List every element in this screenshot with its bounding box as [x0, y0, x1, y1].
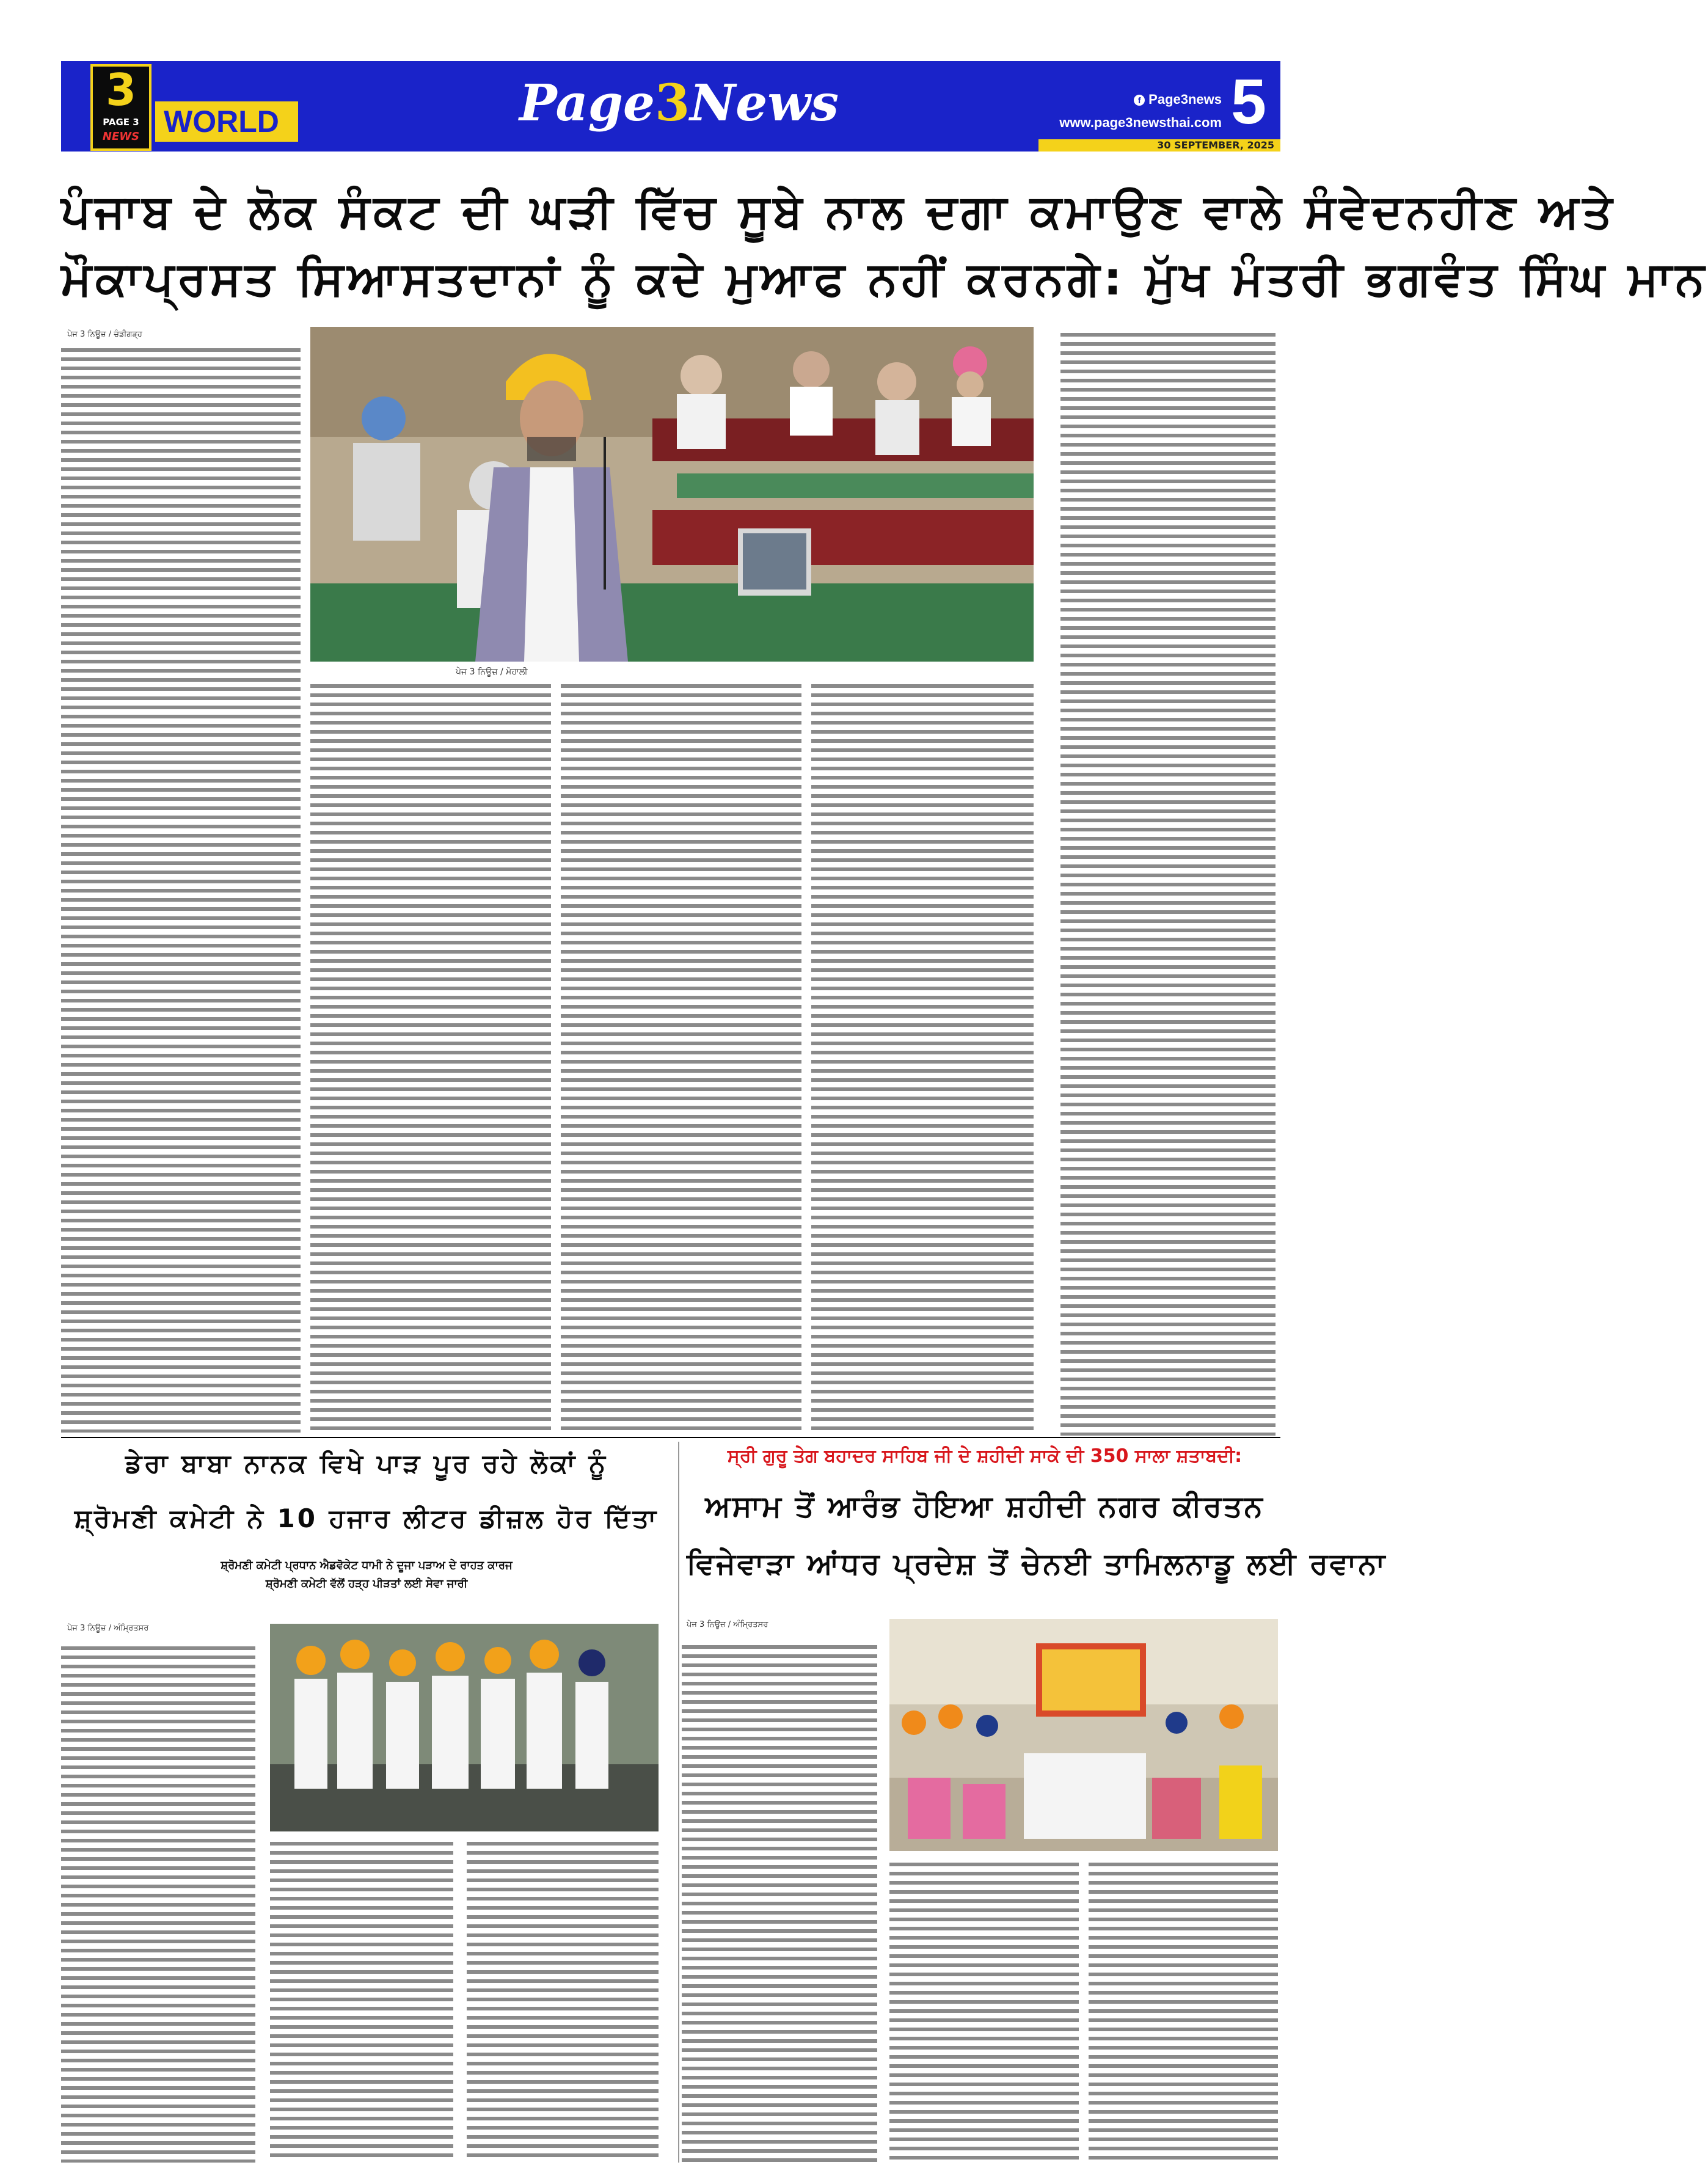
text-block-10 [889, 1860, 1079, 2163]
text-block-7 [270, 1839, 453, 2163]
logo-sub: PAGE 3 [103, 117, 139, 128]
left-story-headline-line2: ਸ਼੍ਰੋਮਣੀ ਕਮੇਟੀ ਨੇ 10 ਹਜਾਰ ਲੀਟਰ ਡੀਜ਼ਲ ਹੋਰ ਦਿੱਤਾ [74, 1503, 659, 1533]
left-story-column-1 [61, 1643, 255, 2163]
text-block-11 [1089, 1860, 1278, 2163]
text-block [61, 345, 301, 1433]
right-story-column-2 [889, 1860, 1079, 2163]
website-link[interactable]: www.page3newsthai.com [1059, 115, 1222, 130]
column-divider [678, 1442, 679, 2163]
logo-news: NEWS [102, 130, 140, 143]
right-story-photo [889, 1619, 1278, 1851]
right-story-headline-line1: ਅਸਾਮ ਤੋਂ ਆਰੰਭ ਹੋਇਆ ਸ਼ਹੀਦੀ ਨਗਰ ਕੀਰਤਨ [705, 1489, 1265, 1524]
right-story-dateline: ਪੇਜ 3 ਨਿਊਜ਼ / ਅੰਮ੍ਰਿਤਸਰ [687, 1620, 768, 1629]
social-handle[interactable] [1106, 92, 1222, 108]
page3-logo [90, 64, 151, 151]
issue-date: 30 SEPTEMBER, 2025 [1038, 139, 1280, 152]
text-block-5 [1060, 330, 1276, 1436]
lead-headline-line1: ਪੰਜਾਬ ਦੇ ਲੋਕ ਸੰਕਟ ਦੀ ਘੜੀ ਵਿੱਚ ਸੂਬੇ ਨਾਲ ਦਗਾ ਕਮਾਉਣ ਵਾਲੇ ਸੰਵੇਦਨਹੀਣ ਅਤੇ [61, 184, 1616, 238]
text-block-8 [467, 1839, 659, 2163]
facebook-icon: f [1134, 95, 1145, 106]
nagar-kirtan-photo [889, 1619, 1278, 1851]
right-story-kicker: ਸ੍ਰੀ ਗੁਰੂ ਤੇਗ ਬਹਾਦਰ ਸਾਹਿਬ ਜੀ ਦੇ ਸ਼ਹੀਦੀ ਸਾਕੇ ਦੀ 350 ਸਾਲਾ ਸ਼ਤਾਬਦੀ: [727, 1445, 1243, 1467]
brand-wordmark [519, 64, 839, 143]
left-story-headline-line1: ਡੇਰਾ ਬਾਬਾ ਨਾਨਕ ਵਿਖੇ ਪਾੜ ਪੂਰ ਰਹੇ ਲੋਕਾਂ ਨੂੰ [125, 1448, 608, 1478]
section-tab [155, 101, 298, 142]
lead-column-4 [811, 681, 1034, 1436]
left-story-dateline: ਪੇਜ 3 ਨਿਊਜ਼ / ਅੰਮ੍ਰਿਤਸਰ [67, 1624, 149, 1633]
lead-photo-caption: ਪੇਜ 3 ਨਿਊਜ਼ / ਮੋਹਾਲੀ [456, 667, 528, 677]
lead-dateline: ਪੇਜ 3 ਨਿਊਜ਼ / ਚੰਡੀਗੜ੍ਹ [67, 330, 142, 339]
left-story-column-2 [270, 1839, 453, 2163]
section-divider [61, 1437, 1280, 1438]
relief-photo [270, 1624, 659, 1831]
lead-headline-line2: ਮੌਕਾਪ੍ਰਸਤ ਸਿਆਸਤਦਾਨਾਂ ਨੂੰ ਕਦੇ ਮੁਆਫ ਨਹੀਂ ਕਰਨਗੇ: ਮੁੱਖ ਮੰਤਰੀ ਭਗਵੰਤ ਸਿੰਘ ਮਾਨ [61, 251, 1708, 305]
brand-prefix: Page [519, 74, 655, 133]
left-story-column-3 [467, 1839, 659, 2163]
right-story-headline-line2: ਵਿਜੇਵਾੜਾ ਆਂਧਰ ਪ੍ਰਦੇਸ਼ ਤੋਂ ਚੇਨਈ ਤਾਮਿਲਨਾਡੂ ਲਈ ਰਵਾਨਾ [687, 1547, 1387, 1581]
text-block-4 [811, 681, 1034, 1436]
brand-suffix: News [690, 74, 839, 133]
lead-column-3 [561, 681, 801, 1436]
logo-number: 3 [105, 64, 137, 115]
lead-photo [310, 327, 1034, 662]
page-number: 5 [1231, 67, 1266, 137]
left-story-deck-line2: ਸ਼੍ਰੋਮਣੀ ਕਮੇਟੀ ਵੱਲੋਂ ਹੜ੍ਹ ਪੀੜਤਾਂ ਲਈ ਸੇਵਾ ਜਾਰੀ [265, 1577, 468, 1590]
social-handle-text: Page3news [1148, 92, 1222, 107]
left-story-photo [270, 1624, 659, 1831]
text-block-3 [561, 681, 801, 1436]
lead-column-5 [1060, 330, 1276, 1436]
lead-column-1 [61, 345, 301, 1433]
assembly-photo [310, 327, 1034, 662]
text-block-6 [61, 1643, 255, 2163]
left-story-deck-line1: ਸ਼੍ਰੋਮਣੀ ਕਮੇਟੀ ਪ੍ਰਧਾਨ ਐਡਵੋਕੇਟ ਧਾਮੀ ਨੇ ਦੂਜਾ ਪੜਾਅ ਦੇ ਰਾਹਤ ਕਾਰਜ [221, 1559, 513, 1572]
right-story-column-1 [682, 1642, 877, 2163]
text-block-9 [682, 1642, 877, 2163]
right-story-column-3 [1089, 1860, 1278, 2163]
text-block-2 [310, 681, 551, 1436]
left-story-deck [61, 1557, 672, 1593]
brand-number: 3 [655, 74, 690, 133]
section-label: WORLD [164, 104, 279, 139]
lead-column-2 [310, 681, 551, 1436]
